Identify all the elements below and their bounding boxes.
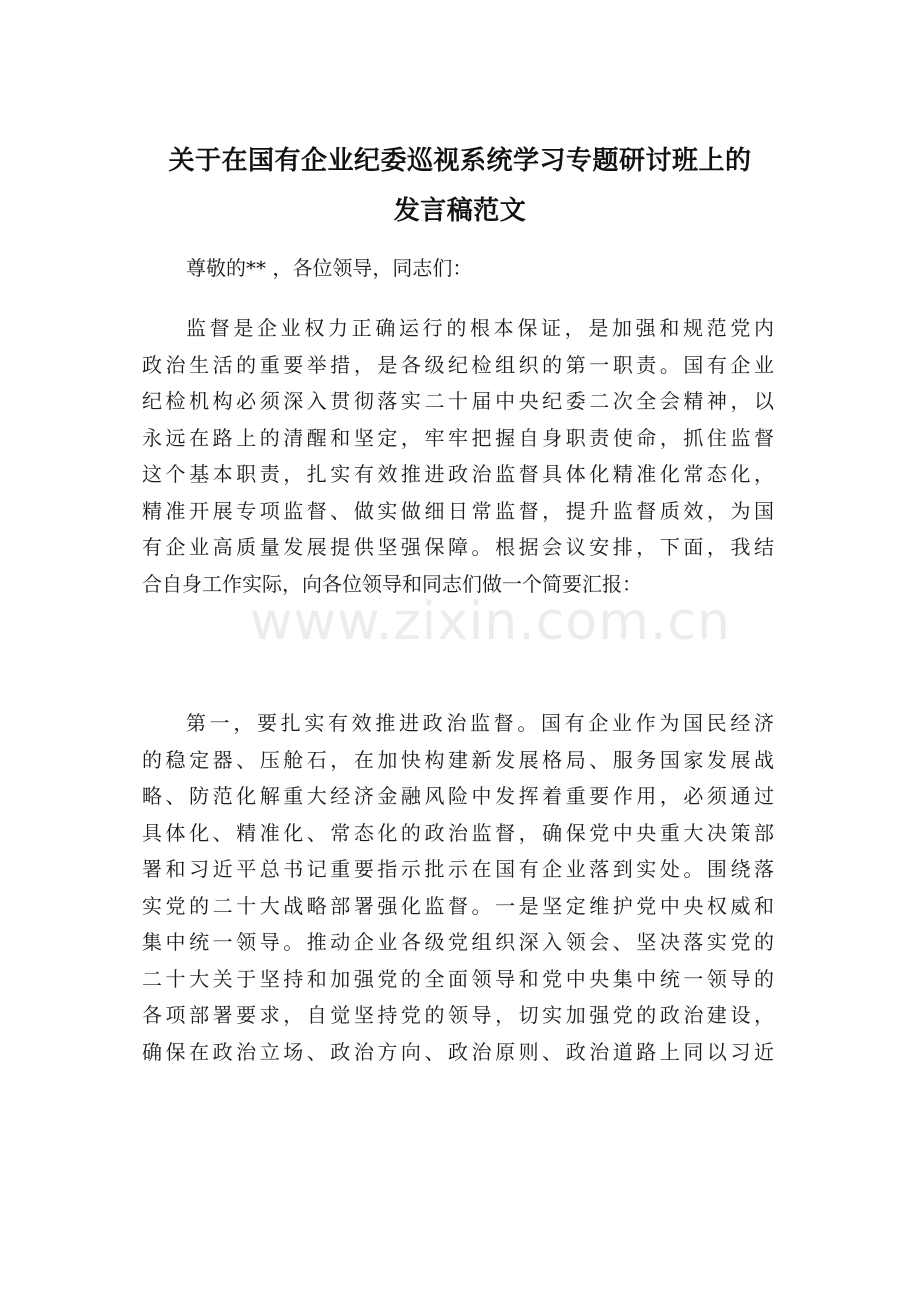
paragraph-line: 署和习近平总书记重要指示批示在国有企业落到实处。围绕落 (142, 857, 774, 881)
paragraph-line: 政治生活的重要举措，是各级纪检组织的第一职责。国有企业 (142, 352, 774, 377)
paragraph-line: 纪检机构必须深入贯彻落实二十届中央纪委二次全会精神，以 (142, 389, 774, 413)
paragraph-line: 监督是企业权力正确运行的根本保证，是加强和规范党内 (186, 316, 774, 340)
document-title-line-1: 关于在国有企业纪委巡视系统学习专题研讨班上的 (168, 146, 752, 176)
watermark: www.zixin.com.cn (250, 592, 731, 652)
paragraph-line: 的稳定器、压舱石，在加快构建新发展格局、服务国家发展战 (142, 747, 774, 772)
paragraph-line: 二十大关于坚持和加强党的全面领导和党中央集中统一领导的 (142, 966, 774, 991)
paragraph-line: 第一，要扎实有效推进政治监督。国有企业作为国民经济 (186, 711, 774, 735)
salutation: 尊敬的** ，各位领导，同志们： (186, 256, 473, 280)
paragraph-line: 各项部署要求，自觉坚持党的领导，切实加强党的政治建设， (142, 1003, 774, 1027)
paragraph-line: 永远在路上的清醒和坚定，牢牢把握自身职责使命，抓住监督 (142, 425, 774, 450)
paragraph-line: 具体化、精准化、常态化的政治监督，确保党中央重大决策部 (142, 820, 774, 845)
paragraph-line: 合自身工作实际，向各位领导和同志们做一个简要汇报： (142, 571, 642, 596)
paragraph-line: 实党的二十大战略部署强化监督。一是坚定维护党中央权威和 (142, 893, 774, 918)
paragraph-line: 确保在政治立场、政治方向、政治原则、政治道路上同以习近 (142, 1039, 774, 1064)
paragraph-line: 略、防范化解重大经济金融风险中发挥着重要作用，必须通过 (142, 784, 774, 808)
paragraph-line: 这个基本职责，扎实有效推进政治监督具体化精准化常态化， (142, 462, 774, 486)
paragraph-line: 精准开展专项监督、做实做细日常监督，提升监督质效，为国 (142, 498, 774, 523)
paragraph-line: 集中统一领导。推动企业各级党组织深入领会、坚决落实党的 (142, 930, 774, 954)
paragraph-line: 有企业高质量发展提供坚强保障。根据会议安排，下面，我结 (142, 535, 774, 559)
paragraph-2 (142, 705, 774, 1070)
document-title-line-2: 发言稿范文 (393, 196, 527, 226)
paragraph-1 (142, 310, 774, 602)
